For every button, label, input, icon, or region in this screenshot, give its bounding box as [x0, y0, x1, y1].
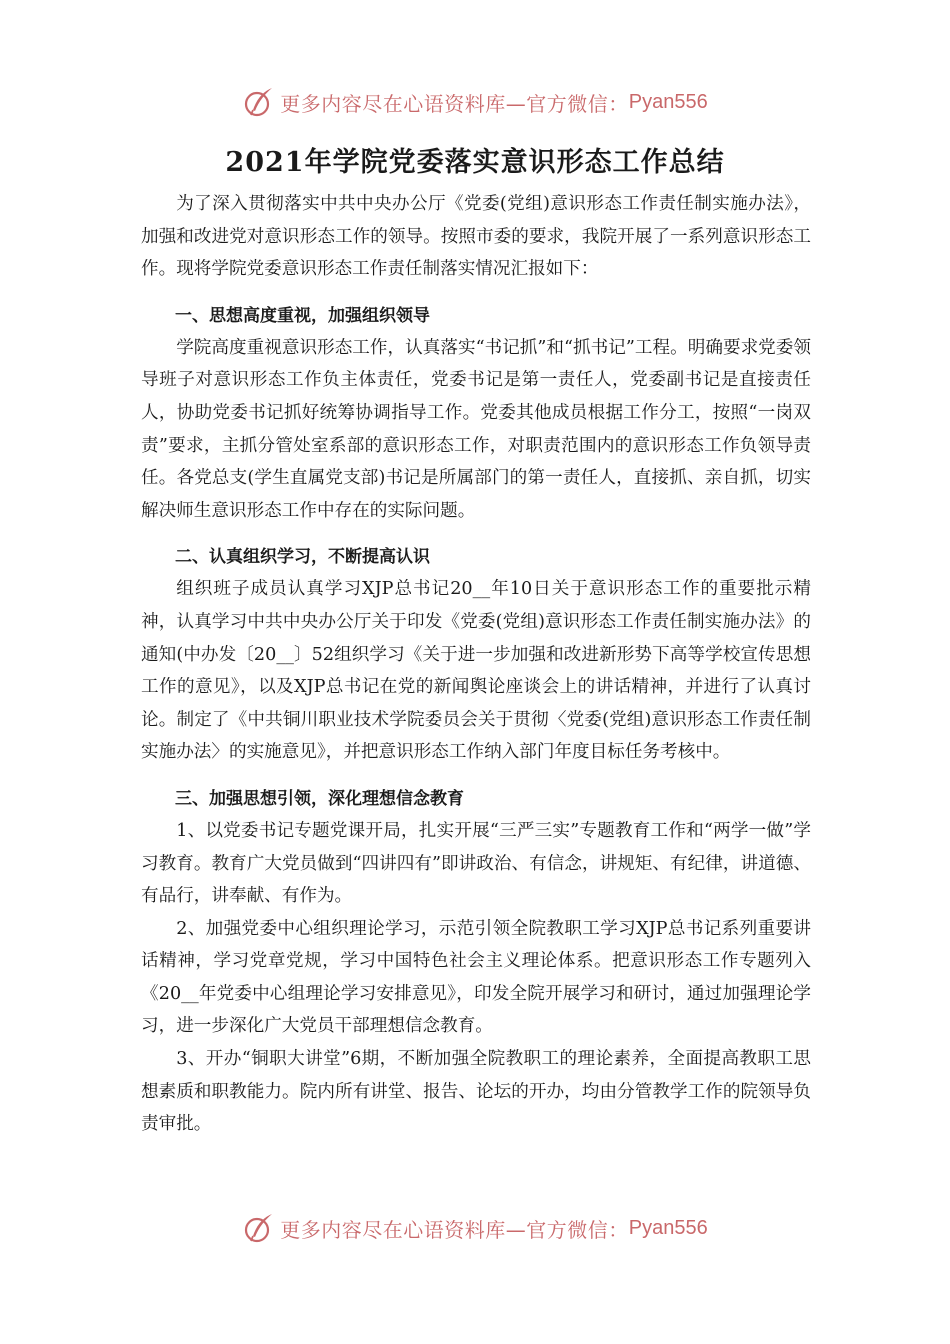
section-3-paragraph-3: 3、开办“铜职大讲堂”6期，不断加强全院教职工的理论素养，全面提高教职工思想素质和职教能力。院内所有讲堂、报告、论坛的开办，均由分管教学工作的院领导负责审批。 — [141, 1049, 811, 1135]
watermark-banner-top — [0, 82, 950, 122]
intro-paragraph: 为了深入贯彻落实中共中央办公厅《党委(党组)意识形态工作责任制实施办法》，加强和改进党对意识形态工作的领导。按照市委的要求，我院开展了一系列意识形态工作。现将学院党委意识形态工作责任制落实情况汇报如下： — [141, 194, 811, 280]
document-body — [141, 188, 811, 1141]
feather-pen-logo-icon — [242, 85, 276, 119]
document-title: 2021年学院党委落实意识形态工作总结 — [225, 147, 725, 178]
watermark-wechat-id: Pyan556 — [628, 90, 708, 113]
section-heading-3: 三、加强思想引领，深化理想信念教育 — [175, 788, 464, 809]
section-3-paragraph-2: 2、加强党委中心组织理论学习，示范引领全院教职工学习XJP总书记系列重要讲话精神，学习党章党规，学习中国特色社会主义理论体系。把意识形态工作专题列入《20__年党委中心组理论学习安排意见》，印发全院开展学习和研讨，通过加强理论学习，进一步深化广大党员干部理想信念教育。 — [141, 918, 811, 1037]
section-2-paragraph-1: 组织班子成员认真学习XJP总书记20__年10日关于意识形态工作的重要批示精神，认真学习中共中央办公厅关于印发《党委(党组)意识形态工作责任制实施办法》的通知(中办发〔20__〕52组织学习《关于进一步加强和改进新形势下高等学校宣传思想工作的意见》，以及XJP总书记在党的新闻舆论座谈会上的讲话精神，并进行了认真讨论。制定了《中共铜川职业技术学院委员会关于贯彻〈党委(党组)意识形态工作责任制实施办法〉的实施意见》，并把意识形态工作纳入部门年度目标任务考核中。 — [141, 579, 811, 763]
watermark-wechat-id: Pyan556 — [628, 1216, 708, 1239]
watermark-banner-bottom — [0, 1208, 950, 1248]
watermark-text: 更多内容尽在心语资料库—官方微信： — [280, 91, 629, 116]
section-1-paragraph-1: 学院高度重视意识形态工作，认真落实“书记抓”和“抓书记”工程。明确要求党委领导班子对意识形态工作负主体责任，党委书记是第一责任人，党委副书记是直接责任人，协助党委书记抓好统筹协调指导工作。党委其他成员根据工作分工，按照“一岗双责”要求，主抓分管处室系部的意识形态工作，对职责范围内的意识形态工作负领导责任。各党总支(学生直属党支部)书记是所属部门的第一责任人，直接抓、亲自抓，切实解决师生意识形态工作中存在的实际问题。 — [141, 337, 811, 521]
watermark-text: 更多内容尽在心语资料库—官方微信： — [280, 1217, 629, 1242]
section-heading-2: 二、认真组织学习，不断提高认识 — [175, 547, 430, 568]
section-3-paragraph-1: 1、以党委书记专题党课开局，扎实开展“三严三实”专题教育工作和“两学一做”学习教育。教育广大党员做到“四讲四有”即讲政治、有信念，讲规矩、有纪律，讲道德、有品行，讲奉献、有作为。 — [141, 820, 811, 907]
feather-pen-logo-icon — [242, 1211, 276, 1245]
section-heading-1: 一、思想高度重视，加强组织领导 — [175, 305, 430, 326]
